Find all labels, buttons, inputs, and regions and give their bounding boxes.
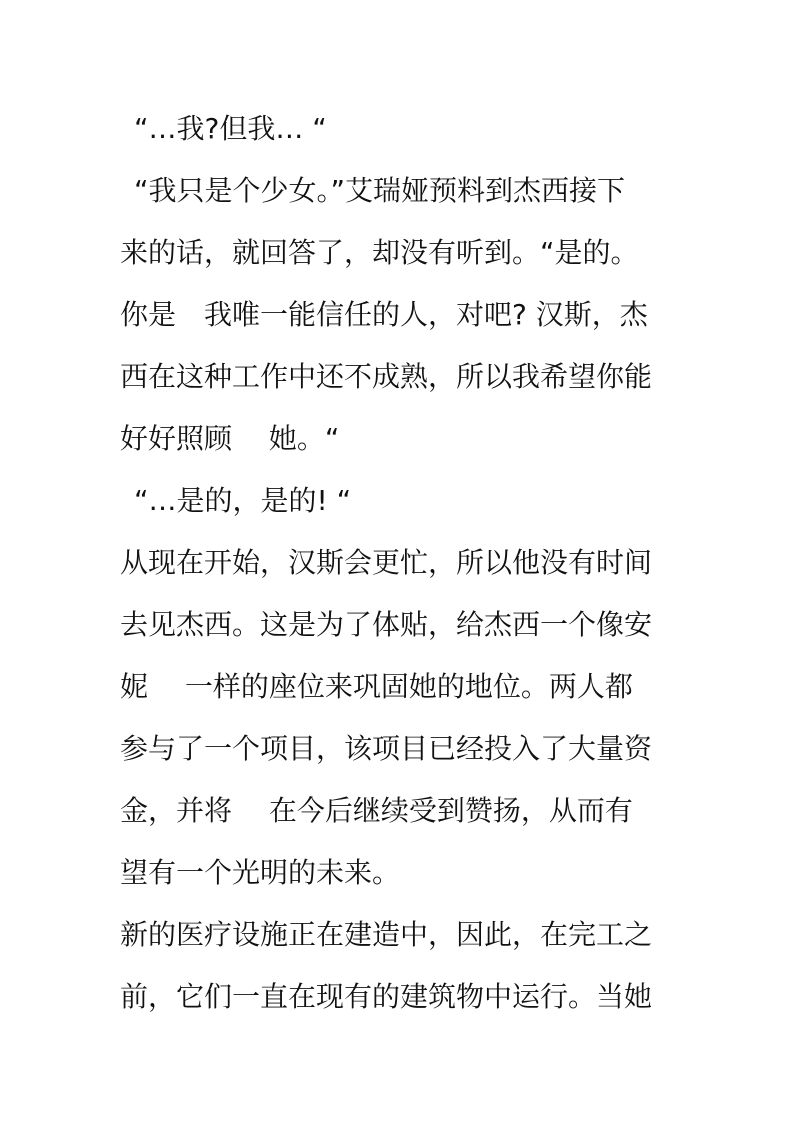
text-line: 好好照顾 她。“	[120, 422, 340, 455]
text-line: 新的医疗设施正在建造中，因此，在完工之	[120, 918, 653, 951]
text-line: 从现在开始，汉斯会更忙，所以他没有时间	[120, 546, 653, 579]
text-line: “…我?但我… “	[134, 112, 327, 145]
text-line: 金，并将 在今后继续受到赞扬，从而有	[120, 794, 633, 827]
text-line: 妮 一样的座位来巩固她的地位。两人都	[120, 670, 633, 703]
text-line: 参与了一个项目，该项目已经投入了大量资	[120, 732, 653, 765]
body-text	[120, 98, 676, 1028]
text-line: 望有一个光明的未来。	[120, 856, 401, 889]
text-line: 去见杰西。这是为了体贴，给杰西一个像安	[120, 608, 653, 641]
text-line: “…是的，是的! “	[134, 484, 352, 517]
text-line: 西在这种工作中还不成熟，所以我希望你能	[120, 360, 653, 393]
text-line: 你是 我唯一能信任的人，对吧? 汉斯，杰	[120, 298, 648, 331]
text-line: 前，它们一直在现有的建筑物中运行。当她	[120, 980, 653, 1013]
text-line: “我只是个少女。”艾瑞娅预料到杰西接下	[134, 174, 626, 207]
text-line: 来的话，就回答了，却没有听到。“是的。	[120, 236, 639, 269]
